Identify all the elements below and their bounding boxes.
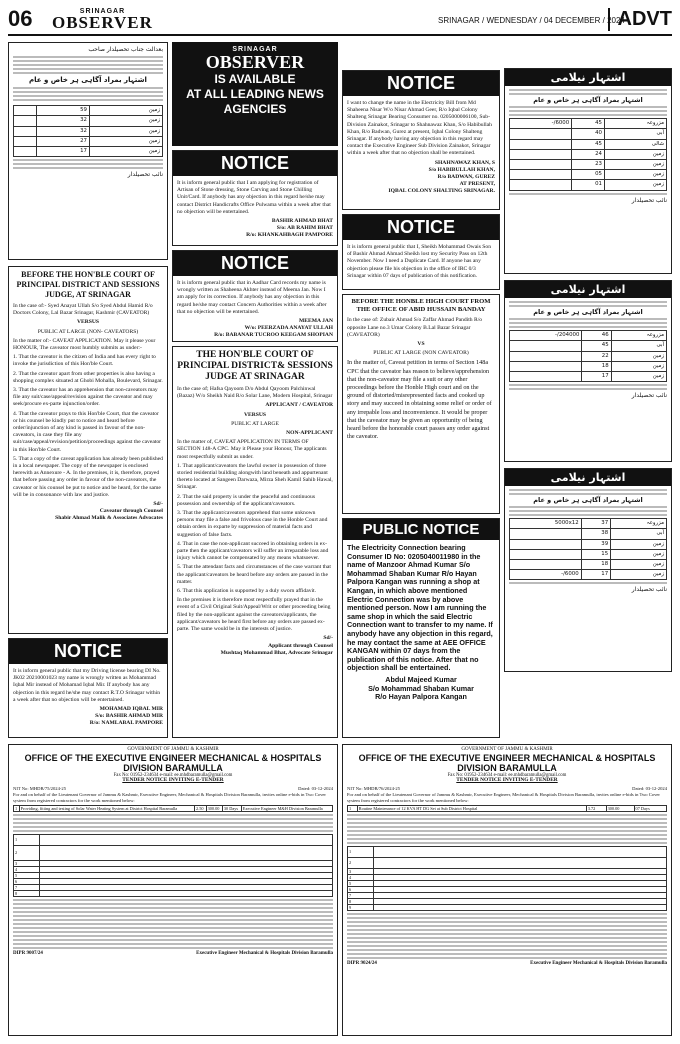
tender-schedule-table: 1 2 3 4 5 6 7 8 <box>13 834 333 897</box>
table-row: زمین 18 <box>510 361 667 371</box>
promo-small: SRINAGAR <box>232 46 278 53</box>
notice-aadhar: NOTICE It is inform general public that in Aadhar Card records my name is wrongly written as Shaheena Akhter instead of Meema Jan. Now I am apply for its correction. If anybody has any objection in this regard he/she may contact Concern Authorities within a week after that no objection will be entertained. MEEMA JAN W/o: PEERZADA ANAYAT ULLAH R/o: BABANAR TUCROO KEEGAM SHOPIAN <box>172 250 338 342</box>
notice-stone-artisan: NOTICE It is inform general public that I am applying for registration of Artisan of Stone dressing, Stone Carving and Stone Chilling Unit/Card. If anybody has any objection in this regard he/she may contact District Handicrafts Office Pulwama within a week after that no objection will be entertained. BASHIR AHMAD BHAT S/o: AB RAHIM BHAT R/o: KHANKAHBAGH PAMPORE <box>172 150 338 246</box>
table-row: مزروعہ 45 6000/- <box>510 119 667 129</box>
caveat-notice-left: BEFORE THE HON'BLE COURT OF PRINCIPAL DISTRICT AND SESSIONS JUDGE, AT SRINAGAR In the case of:- Syed Anayat Ullah S/o Syed Abdul Hamid R/o Doctors Colony, Lal Bazar Srinagar, Kashmir (CAVEATOR) VERSUS PUBLIC AT LARGE (NON- CAVEATORS) In the matter of:- CAVEAT APPLICATION. May it please your HONOUR, The caveator most humbly submits as under:- 1. That the caveator is the citizen of India and has every right to invoke the jurisdiction of this Hon'ble Court. 2. That the caveator apart from other properties is also having a shopping complex situated at Ghobi Mohalla, Boulevard, Srinagar. 3. That the caveator has an apprehension that non-caveators may file any suit/case/appeal/revision against the caveator and may seek/procure ex-parte injunction/order. 4. That the caveator prays to this Hon'ble Court, that the caveator or his counsel be kindly put to notice and heard before order/injunction of any kind is passed in favour of the non-caveators, in case they file any suit/case/appeal/revision/petition/proceedings against the caveator in this Hon'ble Court. 5. That a copy of the caveat application has already been published in a local newspaper. The copy of the newspaper is enclosed herewith as Annexure - A. In the premises, it is, therefore, prayed that before passing any order in favour of the non-caveators, the caveator or his counsel be put to notice and be heard, for the same will be in consonance with law and justice. Sd/- Caveator through Counsel Shabir Ahmad Malik & Associates Advocates <box>8 266 168 634</box>
tender-signatory: Executive Engineer Mechanical & Hospitals Division Baramulla <box>530 960 667 966</box>
tender-table <box>13 805 333 812</box>
tender-text-lines <box>13 814 333 832</box>
urdu-auction-notice-1: اشتہار نیلامی اشتہار بمراد آگاہی ہر خاص و عام مزروعہ 45 6000/- آبی 40 شالی 45 زمین 24 زمین 23 زمین 05 زمین 01 نائب تحصیلدار <box>504 68 672 274</box>
urdu-heading: اشتہار بمراد آگاہی ہر خاص و عام <box>29 76 147 84</box>
promo-line-2: AT ALL LEADING NEWS <box>186 87 324 101</box>
urdu-title: اشتہار نیلامی <box>505 281 671 298</box>
notice-title: NOTICE <box>343 215 499 240</box>
urdu-text-lines-2 <box>13 87 163 101</box>
table-row: مزروعہ 37 5000x12 <box>510 519 667 529</box>
notice-security-pass: NOTICE It is inform general public that I, Sheikh Mohammad Owais Son of Bashir Ahmad Ahmad Sheikh lost my Security Pass on 12th November. Now I need a Duplicate Card. If anyone has any objection please file his objection in the office of IRC 0/3 Srinagar within 07 days of publication of this notification. <box>342 214 500 290</box>
promo-title: OBSERVER <box>205 52 305 72</box>
tender-table <box>347 805 667 812</box>
notice-title: NOTICE <box>343 71 499 96</box>
notice-body: The Electricity Connection bearing Consumer ID No: 0205040011980 in the name of Manzoor Ahmad Kumar S/o Mohammad Shaban Kumar R/o Hayan Palpora Kangan was running a shop at Kangan, in which above mentioned Electric Connection was by above mentioned person. Now I am running the same shop in which the said Electric Connection want to transfer to my name. If anybody have any objection in this regard, he may contact the same at AEE OFFICE KANGAN within 07 days from the publication of this notice. After that no objection shall be entertained. <box>347 543 493 673</box>
urdu-table <box>13 105 163 157</box>
table-row: آبی 40 <box>510 129 667 139</box>
masthead <box>52 8 153 31</box>
court-title: BEFORE THE HON'BLE COURT OF PRINCIPAL DISTRICT AND SESSIONS JUDGE, AT SRINAGAR <box>16 270 160 299</box>
table-row: زمین 39 <box>510 539 667 549</box>
urdu-title: اشتہار نیلامی <box>505 69 671 86</box>
caveat-notice-right: BEFORE THE HONBLE HIGH COURT FROM THE OFFICE OF ABID HUSSAIN BANDAY In the case of: Zubair Ahmad S/o Zaffar Ahmad Pandith R/o opposite Lane no.3 Umar Colony B.Lal Bazar Srinagar (CAVEATOR) VS PUBLIC AT LARGE (NON CAVEATOR) In the matter of, Caveat petition in terms of Section 148a CPC that the caveator has reason to believe/apprehension that the non-caveator may file a suit or any other proceedings before the Honble High court and on the ground of distorted/misrepresented facts and cooked up story and may succeed in obtaining some relief or order of any irrepable loss and inconvenience. It would be proper that the caveator may be given an opportunity of being heard before the honorable court passes any order against the caveator. <box>342 294 500 514</box>
tender-schedule-table: 1 2 3 4 5 6 7 8 9 <box>347 846 667 911</box>
table-row: زمین 32 <box>14 126 163 136</box>
tender-title: TENDER NOTICE INVITING E-TENDER <box>456 777 558 784</box>
table-row: آبی 38 <box>510 529 667 539</box>
notice-meter-name-change: NOTICE I want to change the name in the Electricity Bill from Md Shaheena Nisar W/o Nisar Ahmad Geer, R/o Iqbal Colony Shalteng Srinagar Bearing Consumer no. 0205000006100, Sub-Division Zainakot, Srinagar to Shahnawaz Khan, S/o Habibullah Khan, R/o Badwan, Gurez at present, Iqbal Colony Shalteng Srinagar. If anybody having any objection in this regard may contact the Executive Engineer Sub Division Zainakot, Srinagar within a week after that no objection shall be entertained. SHAHNAWAZ KHAN, S S/o HABIBULLAH KHAN, R/o BADWAN, GUREZ AT PRESENT, IQBAL COLONY SHALTING SRINAGAR. <box>342 70 500 210</box>
caveat-notice-middle: THE HON'BLE COURT OF PRINCIPAL DISTRICT& SESSIONS JUDGE AT SRINAGAR In the case of; Hafsa Qayoom D/o Abdul Qayoom Palchinwal (Bazaz) W/o Sheikh Naid R/o Solar Lane, Modern Hospital, Srinagar APPLICANT / CAVEATOR VERSUS PUBLIC AT LARGE NON-APPLICANT In the matter of, CAVEAT APPLICATION IN TERMS OF SECTION 148-A CPC. May it Please your Honour, The applicants most respectfully submit as under. 1. That applicant/caveators the lawful owner in possession of three storied residential building alongwith land beneath and appurtenant thereto located at Sangeen Darwaza, Mirza Sheh Kamil Sahib Hawal, Srinagar. 2. That the said property is under the peaceful and continuous possession and ownership of the applicant/caveators. 3. That the applicant/caveators apprehend that some unknown persons may file a false and frivolous case in the Honble Court and obtain orders in exparte by suppression of material facts and suggestion of false facts. 4. That in case the non-applicant succeed in obtaining orders in ex-parte then the applicant/caveators will suffer an irreparable loss and injury which cannot be compensated by any means whatsoever. 5. That the attendant facts and circumstances of the case warrant that the applicant/caveators be heard before any orders are passed in the matter. 6. That this application is supported by a duly sworn affidavit. In the premises it is therefore most respectfully prayed that in the event of a Civil Original Suit/Appeal/Writ or other proceeding being filed by the non-applicant against the caveators/applicants, the applicant/caveators be heard first before any orders are passed ex-parte. The same would be in the interests of justice. Sd/- Applicant through Counsel Mushtaq Mohammad Bhat, Advocate Srinagar <box>172 346 338 738</box>
masthead-small: SRINAGAR <box>79 8 126 15</box>
table-row: زمین 24 <box>510 149 667 159</box>
tender-text-lines <box>347 814 667 844</box>
urdu-auction-notice-3: اشتہار نیلامی اشتہار بمراد آگاہی ہر خاص و عام مزروعہ 37 5000x12 آبی 38 زمین 39 زمین 15 زمین 18 زمین 17 6000/- نائب تحصیلدار <box>504 468 672 672</box>
section-label: ADVT <box>608 8 672 31</box>
table-row: زمین 05 <box>510 170 667 180</box>
notice-title: NOTICE <box>173 151 337 176</box>
urdu-text-lines-3 <box>13 159 163 169</box>
notice-title: PUBLIC NOTICE <box>343 519 499 540</box>
public-notice-electricity: PUBLIC NOTICE The Electricity Connection bearing Consumer ID No: 0205040011980 in the name of Manzoor Ahmad Kumar S/o Mohammad Shaban Kumar R/o Hayan Palpora Kangan was running a shop at Kangan, in which above mentioned Electric Connection was by above mentioned person. Now I am running the same shop in which the said Electric Connection want to transfer to my name. If anybody have any objection in this regard, he may contact the same at AEE OFFICE KANGAN within 07 days from the publication of this notice. After that no objection shall be entertained. Abdul Majeed Kumar S/o Mohammad Shaban Kumar R/o Hayan Palpora Kangan <box>342 518 500 738</box>
promo-banner <box>172 42 338 146</box>
urdu-table <box>509 330 667 382</box>
tender-notice-left: GOVERNMENT OF JAMMU & KASHMIR OFFICE OF THE EXECUTIVE ENGINEER MECHANICAL & HOSPITALS DIVISION BARAMULLA Fax No: 01952-234634 e-mail: ee.mhdbaramulla@gmail.com TENDER NOTICE INVITING E-TENDER NIT No: MHDB/75/2024-25 Dated: 03-12-2024 For and on behalf of the Lieutenant Governor of Jammu & Kashmir, Executive Engineer, Mechanical & Hospitals Division Baramulla, invites online e-bids in Two Cover system from registered contractors for the work mentioned below: 1 Providing, fitting and testing of Solar Water Heating System at District Hospital Baramulla 2.50 300.00 30 Days Executive Engineer M&H Division Baramulla 1 2 3 4 5 6 7 8 DIPR 9007/24 Executive Engineer Mechanical & Hospitals Division Baramulla <box>8 744 338 1036</box>
tender-office: OFFICE OF THE EXECUTIVE ENGINEER MECHANICAL & HOSPITALS DIVISION BARAMULLA <box>24 752 322 773</box>
table-row: زمین 15 <box>510 549 667 559</box>
urdu-auction-notice-2: اشتہار نیلامی اشتہار بمراد آگاہی ہر خاص و عام مزروعہ 46 204000/- آبی 45 زمین 22 زمین 18 زمین 17 نائب تحصیلدار <box>504 280 672 462</box>
table-row: زمین 59 <box>14 106 163 116</box>
notice-title: NOTICE <box>9 639 167 664</box>
tender-notice-right: GOVERNMENT OF JAMMU & KASHMIR OFFICE OF THE EXECUTIVE ENGINEER MECHANICAL & HOSPITALS DIVISION BARAMULLA Fax No: 01952-234634 e-mail: ee.mhdbaramulla@gmail.com TENDER NOTICE INVITING E-TENDER NIT No: MHDB/76/2024-25 Dated: 03-12-2024 For and on behalf of the Lieutenant Governor of Jammu & Kashmir, Executive Engineer, Mechanical & Hospitals Division Baramulla, invites online e-bids in Two Cover system from registered contractors for the work mentioned below: 1 Routine Maintenance of 12 KVA HT DG Set at Sub District Hospital 3.72 300.00 07 Days 1 2 3 4 5 6 7 8 9 DIPR 9024/24 Executive Engineer Mechanical & Hospitals Division Baramulla <box>342 744 672 1036</box>
notice-title: NOTICE <box>173 251 337 276</box>
table-row: زمین 27 <box>14 136 163 146</box>
table-row: آبی 45 <box>510 341 667 351</box>
urdu-text-lines <box>13 56 163 74</box>
tender-dipr-number: DIPR 9024/24 <box>347 960 377 966</box>
table-row: زمین 32 <box>14 116 163 126</box>
urdu-signature: نائب تحصیلدار <box>127 171 163 179</box>
urdu-notice-top-left <box>8 42 168 260</box>
tender-dipr-number: DIPR 9007/24 <box>13 950 43 956</box>
promo-line-3: AGENCIES <box>223 102 287 116</box>
page-number: 06 <box>8 6 33 31</box>
table-row: زمین 23 <box>510 160 667 170</box>
table-row: زمین 22 <box>510 351 667 361</box>
table-row: زمین 17 <box>14 147 163 157</box>
table-row: 1 Providing, fitting and testing of Solar Water Heating System at District Hospital Baramulla 2.50 300.00 30 Days Executive Engineer M&H Division Baramulla <box>14 805 333 811</box>
table-row: زمین 17 6000/- <box>510 570 667 580</box>
tender-title: TENDER NOTICE INVITING E-TENDER <box>122 777 224 784</box>
urdu-line-1: بعدالت جناب تحصیلدار صاحب <box>88 46 163 53</box>
page-header <box>8 6 672 36</box>
dateline: SRINAGAR / WEDNESDAY / 04 DECEMBER / 2024 <box>438 16 625 25</box>
notice-driving-license: NOTICE It is inform general public that my Driving license bearing DI No. JK02 20210001023 my name is wrongly written as Mohammad Iqbal Mir instead of Mohamad Iqbal Mir. If anybody has any objection in this regard he/she may contact R.T.O Srinagar within a week after that no objection will be entertained. MOHAMAD IQBAL MIR S/o: BASHIR AHMAD MIR R/o: NAMLABAL PAMPORE <box>8 638 168 738</box>
masthead-title: OBSERVER <box>52 13 153 32</box>
urdu-table <box>509 118 667 190</box>
court-title: THE HON'BLE COURT OF PRINCIPAL DISTRICT& SESSIONS JUDGE AT SRINAGAR <box>177 350 333 382</box>
tender-signatory: Executive Engineer Mechanical & Hospitals Division Baramulla <box>196 950 333 956</box>
table-row: زمین 01 <box>510 180 667 190</box>
table-row: شالی 45 <box>510 139 667 149</box>
urdu-table <box>509 518 667 580</box>
court-title: BEFORE THE HONBLE HIGH COURT FROM THE OFFICE OF ABID HUSSAIN BANDAY <box>351 298 491 314</box>
table-row: 1 Routine Maintenance of 12 KVA HT DG Set at Sub District Hospital 3.72 300.00 07 Days <box>348 805 667 811</box>
urdu-title: اشتہار نیلامی <box>505 469 671 486</box>
table-row: زمین 18 <box>510 560 667 570</box>
table-row: مزروعہ 46 204000/- <box>510 331 667 341</box>
tender-office: OFFICE OF THE EXECUTIVE ENGINEER MECHANICAL & HOSPITALS DIVISION BARAMULLA <box>358 752 656 773</box>
promo-line-1: IS AVAILABLE <box>214 72 296 86</box>
table-row: زمین 17 <box>510 372 667 382</box>
